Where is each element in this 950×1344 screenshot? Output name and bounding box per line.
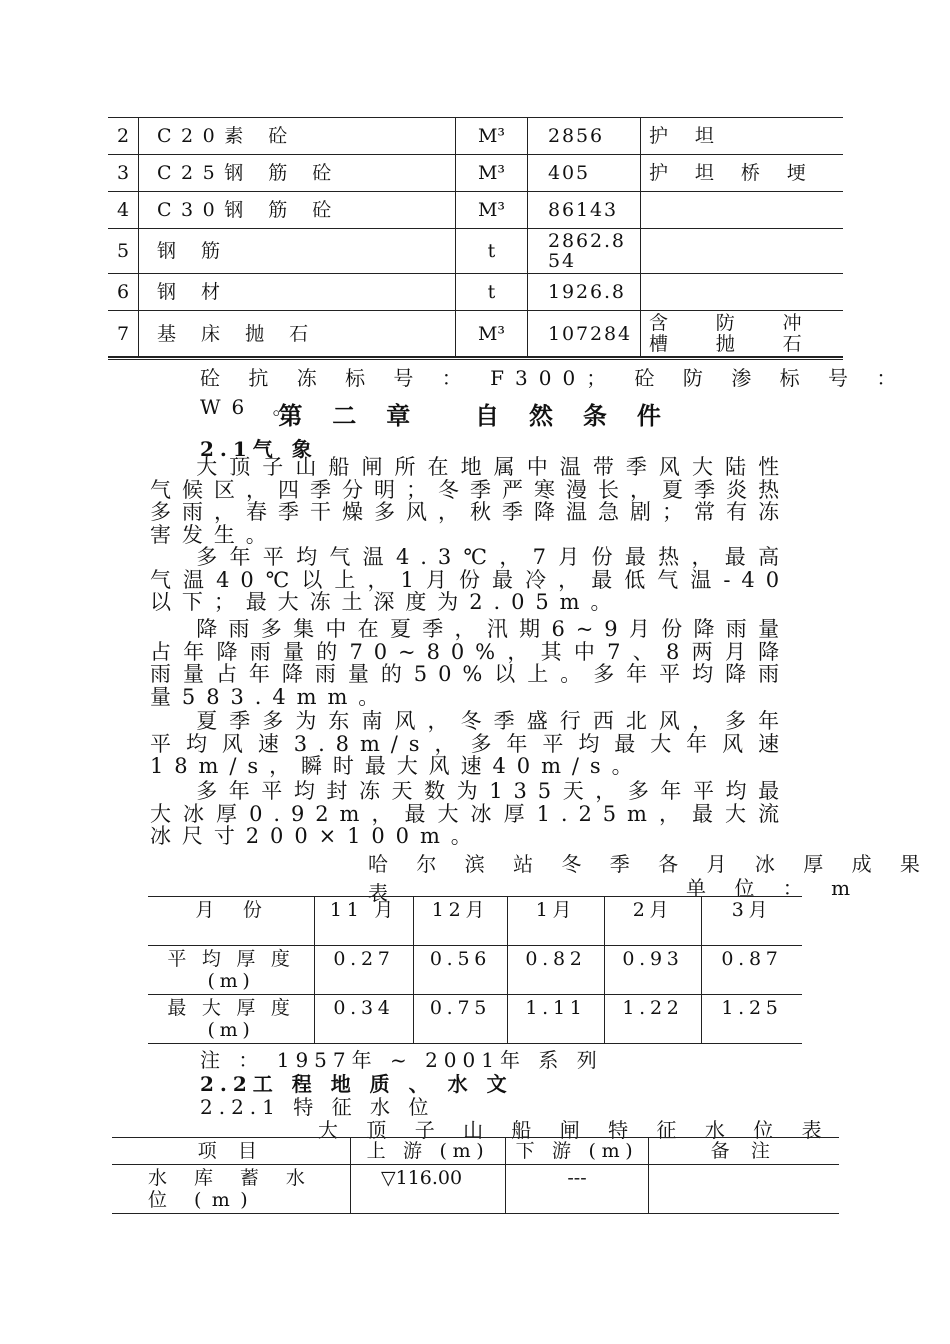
material-note bbox=[640, 229, 843, 274]
material-unit: t bbox=[456, 274, 528, 311]
ice-thickness-table bbox=[148, 896, 802, 1044]
table-row bbox=[108, 311, 843, 358]
row-number: 7 bbox=[108, 311, 139, 358]
table-cell: 0.56 bbox=[414, 946, 508, 995]
table-cell: 1.22 bbox=[605, 995, 702, 1044]
material-note: 含 防 冲 槽 抛 石 bbox=[640, 311, 843, 358]
table-header-row bbox=[148, 897, 802, 946]
material-quantity: 107284 bbox=[528, 311, 641, 358]
paragraph-temperature: 多年平均气温4.3℃，7月份最热，最高气温40℃以上，1月份最冷，最低气温-40以下；最大冻土深度为2.05m。 bbox=[150, 545, 790, 614]
header-cell: 上 游 (m) bbox=[351, 1138, 506, 1165]
row-number: 4 bbox=[108, 192, 139, 229]
table-row bbox=[112, 1165, 839, 1214]
section-heading-2-2: 2.2工 程 地 质 、 水 文 bbox=[200, 1072, 513, 1096]
table-cell: --- bbox=[506, 1165, 649, 1214]
table-row bbox=[108, 274, 843, 311]
material-unit: t bbox=[456, 229, 528, 274]
material-note: 护 坦 桥 埂 bbox=[640, 155, 843, 192]
material-quantity: 2856 bbox=[528, 118, 641, 155]
material-unit: M³ bbox=[456, 192, 528, 229]
table-cell: 0.87 bbox=[702, 946, 803, 995]
table-row bbox=[108, 118, 843, 155]
material-note bbox=[640, 192, 843, 229]
row-number: 5 bbox=[108, 229, 139, 274]
table-header-row bbox=[112, 1138, 839, 1165]
concrete-grade-note: 砼 抗 冻 标 号 ： F300； 砼 防 渗 标 号 ： W6 。 bbox=[200, 366, 908, 419]
ice-table-note: 注 ： 1957年 ~ 2001年 系 列 bbox=[200, 1048, 603, 1072]
row-number: 3 bbox=[108, 155, 139, 192]
table-cell: 0.27 bbox=[315, 946, 414, 995]
table-cell: 1.25 bbox=[702, 995, 803, 1044]
row-label: 平 均 厚 度 (m) bbox=[148, 946, 315, 995]
table-cell: 0.75 bbox=[414, 995, 508, 1044]
table-bottom-rule bbox=[108, 356, 843, 360]
material-name: C20素 砼 bbox=[139, 118, 456, 155]
material-quantity: 2862.854 bbox=[528, 229, 641, 274]
header-cell: 月 份 bbox=[148, 897, 315, 946]
header-cell: 12月 bbox=[414, 897, 508, 946]
table-row bbox=[148, 995, 802, 1044]
table-cell: ▽116.00 bbox=[351, 1165, 506, 1214]
table-cell: 1.11 bbox=[508, 995, 605, 1044]
water-table-caption: 大 顶 子 山 船 闸 特 征 水 位 表 bbox=[318, 1118, 833, 1142]
table-cell: 0.93 bbox=[605, 946, 702, 995]
chapter-title: 第 二 章 自 然 条 件 bbox=[278, 401, 672, 430]
material-name: 钢 材 bbox=[139, 274, 456, 311]
material-unit: M³ bbox=[456, 311, 528, 358]
material-table bbox=[108, 117, 843, 358]
row-label: 最 大 厚 度 (m) bbox=[148, 995, 315, 1044]
water-level-table bbox=[112, 1137, 839, 1214]
paragraph-climate: 大顶子山船闸所在地属中温带季风大陆性气候区，四季分明；冬季严寒漫长，夏季炎热多雨，春季干燥多风，秋季降温急剧；常有冻害发生。 bbox=[150, 455, 790, 547]
material-quantity: 1926.8 bbox=[528, 274, 641, 311]
paragraph-rainfall: 降雨多集中在夏季，汛期6~9月份降雨量占年降雨量的70~80%，其中7、8两月降雨量占年降雨量的50%以上。多年平均降雨量583.4mm。 bbox=[150, 617, 790, 709]
material-name: 钢 筋 bbox=[139, 229, 456, 274]
material-quantity: 86143 bbox=[528, 192, 641, 229]
header-cell: 备 注 bbox=[649, 1138, 840, 1165]
header-cell: 11 月 bbox=[315, 897, 414, 946]
row-number: 2 bbox=[108, 118, 139, 155]
material-note bbox=[640, 274, 843, 311]
ice-table-unit: 单 位 ： m bbox=[686, 876, 862, 900]
header-cell: 下 游 (m) bbox=[506, 1138, 649, 1165]
header-cell: 2月 bbox=[605, 897, 702, 946]
section-heading-2-1: 2.1气 象 bbox=[200, 437, 318, 461]
material-name: C30钢 筋 砼 bbox=[139, 192, 456, 229]
material-note: 护 坦 bbox=[640, 118, 843, 155]
paragraph-ice: 多年平均封冻天数为135天，多年平均最大冰厚0.92m，最大冰厚1.25m，最大流冰尺寸200×100m。 bbox=[150, 779, 790, 848]
material-name: 基 床 抛 石 bbox=[139, 311, 456, 358]
paragraph-wind: 夏季多为东南风，冬季盛行西北风，多年平均风速3.8m/s，多年平均最大年风速18m/s，瞬时最大风速40m/s。 bbox=[150, 709, 790, 778]
header-cell: 3月 bbox=[702, 897, 803, 946]
header-cell: 1月 bbox=[508, 897, 605, 946]
table-row bbox=[108, 192, 843, 229]
row-label: 水 库 蓄 水 位 (m) bbox=[112, 1165, 351, 1214]
header-cell: 项 目 bbox=[112, 1138, 351, 1165]
table-cell: 0.82 bbox=[508, 946, 605, 995]
material-unit: M³ bbox=[456, 155, 528, 192]
table-cell: 0.34 bbox=[315, 995, 414, 1044]
material-unit: M³ bbox=[456, 118, 528, 155]
material-name: C25钢 筋 砼 bbox=[139, 155, 456, 192]
section-heading-2-2-1: 2.2.1 特 征 水 位 bbox=[200, 1095, 435, 1119]
table-row bbox=[108, 229, 843, 274]
material-quantity: 405 bbox=[528, 155, 641, 192]
table-cell bbox=[649, 1165, 840, 1214]
ice-table-caption: 哈 尔 滨 站 冬 季 各 月 冰 厚 成 果 表 bbox=[368, 852, 931, 905]
row-number: 6 bbox=[108, 274, 139, 311]
table-row bbox=[148, 946, 802, 995]
table-row bbox=[108, 155, 843, 192]
